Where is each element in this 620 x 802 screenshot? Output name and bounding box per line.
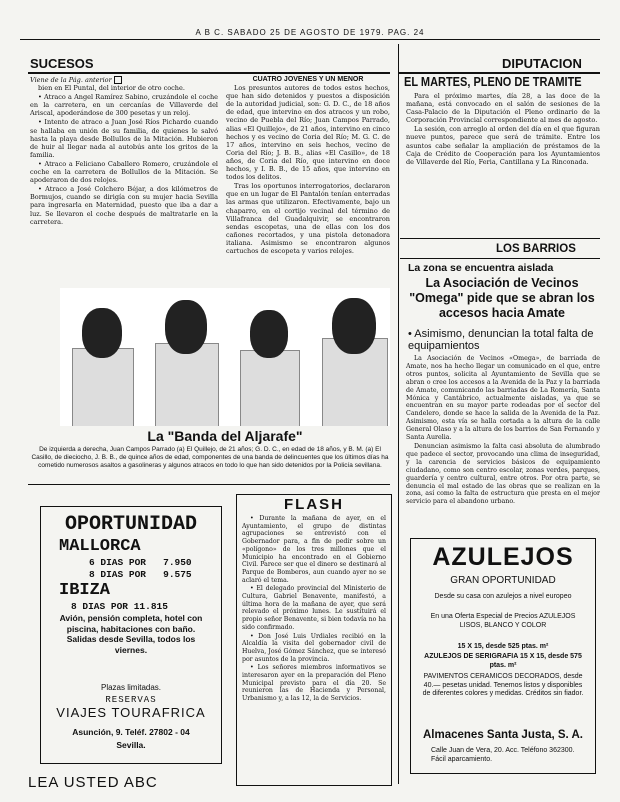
page-header: A B C. SABADO 25 DE AGOSTO DE 1979. PAG. 24 — [195, 28, 425, 37]
kicker: Viene de la Pág. anterior — [30, 76, 218, 84]
divider — [28, 484, 390, 485]
ad-line: 15 X 15, desde 525 ptas. m² — [457, 643, 549, 650]
ad-price: 6 DIAS POR 7.950 — [89, 557, 192, 568]
ad-brand: Almacenes Santa Justa, S. A. — [422, 729, 583, 741]
sucesos-body — [30, 76, 218, 227]
diputacion-body — [406, 92, 600, 167]
flash-item: • El delegado provincial del Ministerio de Cultura, Gabriel Benavente, manifestó, a última hora de la mañana de ayer, que será relevado el próximo lunes. Le sustituirá el propio señor Benavente, si bien todavía no ha sido confirmado. — [242, 585, 386, 631]
ad-intro: Desde su casa con azulejos a nivel europeo — [434, 593, 572, 600]
band-photo — [60, 288, 390, 426]
paragraph: Para el próximo martes, día 28, a las doce de la mañana, está convocado en el salón de sesiones de la Casa-Palacio de la Diputación el Pleno ordinario de la Corporación Provincial correspondiente al mes de agosto. — [406, 92, 600, 125]
cuatro-jovenes — [226, 76, 390, 256]
divider — [400, 238, 600, 239]
ad-reservas: RESERVAS — [105, 695, 157, 705]
ad-brand: VIAJES TOURAFRICA — [56, 705, 206, 720]
paragraph: bien en El Puntal, del interior de otro coche. — [38, 84, 185, 93]
flash-title: FLASH — [284, 496, 344, 513]
header-rule — [20, 39, 600, 40]
paragraph: • Atraco a Feliciano Caballero Romero, cruzándole el coche en la carretera de Bollullos de la Mitación. Se apoderaron de dos relojes. — [30, 159, 218, 185]
ad-dest-mallorca: MALLORCA — [59, 537, 141, 556]
ad-sub: GRAN OPORTUNIDAD — [450, 575, 556, 586]
divider — [400, 258, 600, 259]
ad-price: 8 DIAS POR 11.815 — [71, 601, 168, 612]
section-sucesos: SUCESOS — [30, 56, 94, 71]
column-rule — [398, 44, 399, 784]
photo-caption: De izquierda a derecha, Juan Campos Parrado (a) El Quillejo, de 21 años; G. D. C., en edad de 18 años, y B. M. (a) El Casillo, de dieciocho, J. B. B., de quince años de edad, componentes de una banda de delincuentes que los últimos días ha cometido numerosos asaltos a gasolineras y algunos atracos en todo lo que han sido detenidos por la Policía sevillana. — [31, 446, 389, 470]
tiles-ad — [410, 538, 596, 774]
paragraph: Tras los oportunos interrogatorios, declararon que en un lugar de El Pantalón tenían enterradas las armas que utilizaron. Efectivamente, bajo un chaparro, en el cortijo vecinal del término de Villafranca del Guadalquivir, se encontraron sendas escopetas, una de ellas con los dos cañones recortados, y una pistola detonadora italiana. Asimismo se encontraron algunos cartuchos de escopeta y varios relojes. — [226, 182, 390, 255]
flash-item: • Durante la mañana de ayer, en el Ayuntamiento, el grupo de distintas agrupaciones se entrevistó con el Gobernador para, a fin de pedir sobre un «polígono» de los tres millones que el Municipio ha encontrado en el Gobierno Civil. Parece ser que el dinero se destinará al Parque de Bomberos, aun cuando ayer no se aclaró el tema. — [242, 515, 386, 584]
ad-address: Calle Juan de Vera, 20. Acc. Teléfono 362300. Fácil aparcamiento. — [431, 747, 575, 763]
section-rule — [28, 72, 390, 74]
paragraph: Denuncian asimismo la falta casi absoluta de alumbrado que padece el sector, provocando una clima de inseguridad, y la carencia de servicios básicos de equipamiento ciudadano, como son centro escolar, zonas verdes, parques, guardería y centro cultural, entre otros. Por otra parte, se denuncia el mal estado de las obras que se realizan en la zona, así como la falta de estructura que presta en el mejor servicio para el abandono urbano. — [406, 442, 600, 506]
flash-item: • Los señores miembros informativos se interesaron ayer en la preparación del Pleno Municipal previsto para el día 20. Se reunieron las de Hacienda y Personal, Urbanismo y, a las 12, la de Servicios. — [242, 664, 386, 703]
ad-address: Asunción, 9. Teléf. 27802 - 04 — [72, 727, 190, 737]
section-barrios: LOS BARRIOS — [496, 243, 576, 255]
flash-body — [237, 513, 391, 706]
ad-price: 8 DIAS POR 9.575 — [89, 569, 192, 580]
ad-dest-ibiza: IBIZA — [59, 581, 111, 600]
diputacion-headline: EL MARTES, PLENO DE TRAMITE — [404, 75, 582, 89]
travel-ad — [40, 506, 222, 764]
ad-city: Sevilla. — [116, 740, 146, 750]
ad-title: AZULEJOS — [432, 543, 574, 571]
flash-item: • Don José Luis Urdiales recibió en la Alcaldía la visita del gobernador civil de Huelva, José Gómez Sánchez, que se interesó por asuntos de la provincia. — [242, 632, 386, 663]
ad-details: Avión, pensión completa, hotel con piscina, habitaciones con baño. Salidas desde Sevilla, todos los viernes. — [59, 613, 203, 655]
ad-title: OPORTUNIDAD — [64, 513, 198, 536]
lea-abc: LEA USTED ABC — [28, 774, 158, 791]
paragraph: • Intento de atraco a Juan José Ríos Pichardo cuando se hallaba en unión de su familia, de quienes le salvó hasta la playa desde Bollullos de la Mitación. Hubieron de huir al llegar nada al autobús ante los gritos de la familia. — [30, 118, 218, 159]
ad-line: AZULEJOS DE SERIGRAFIA 15 X 15, desde 575 ptas. m² — [424, 653, 582, 669]
paragraph: La sesión, con arreglo al orden del día en el que figuran nueve puntos, parece que será de trámite. Entre los asuntos cabe señalar la ampliación de préstamos de la Caja de Crédito de Cooperación para los Ayuntamientos de Villaverde del Río, Feria, Cantillana y La Rinconada. — [406, 125, 600, 166]
barrios-sub: • Asimismo, denuncian la total falta de equipamientos — [408, 328, 594, 352]
section-rule — [398, 72, 600, 74]
ad-plazas: Plazas limitadas. — [100, 683, 162, 692]
section-diputacion: DIPUTACION — [502, 56, 582, 71]
cuatro-title: CUATRO JOVENES Y UN MENOR — [252, 76, 364, 83]
paragraph: • Atraco a Angel Ramírez Sabino, cruzándole el coche en la carretera, en un cercanías de Villaverde del Ariscal, apoderándose de 300 pesetas y un reloj. — [30, 93, 218, 118]
photo-title: La "Banda del Aljarafe" — [147, 428, 303, 444]
barrios-body — [406, 355, 600, 507]
paragraph: • Atraco a José Colchero Béjar, a dos kilómetros de Bormujos, cuando se dirigía con su mujer hacia Sevilla para ingresarla en Maternidad, puesto que iba a dar a luz. Se llevaron el coche después de maltratarle en la carretera. — [30, 185, 218, 226]
barrios-kicker: La zona se encuentra aislada — [408, 262, 554, 274]
barrios-headline: La Asociación de Vecinos "Omega" pide que se abran los accesos hacia Amate — [409, 276, 595, 320]
ad-offer: En una Oferta Especial de Precios AZULEJOS LISOS, BLANCO Y COLOR — [430, 613, 576, 629]
flash-box — [236, 494, 392, 786]
ad-line: PAVIMENTOS CERAMICOS DECORADOS, desde 40.— pesetas unidad. Tenemos listos y disponibles de diferentes colores y medidas. Créditos sin fiador. — [422, 673, 584, 697]
paragraph: Los presuntos autores de todos estos hechos, que han sido detenidos y puestos a disposición de la autoridad judicial, son: G. D. C., de 18 años de edad, que intervino en dos atracos y un robo, vecino de Puebla del Río; Juan Campos Parrado, alias «El Quillejo», de 21 años, intervino en cinco hechos y es vecino de Coria del Río; M. G. C. de 17 años, intervino en seis hechos, vecino de Coria del Río; J. B. B., alias «El Casillo», de 18 años, de Coria del Río, que intervino en doce hechos, y I. B. B., de 15 años, que intervino en todos los delitos. — [226, 84, 390, 182]
paragraph: La Asociación de Vecinos «Omega», de barriada de Amate, nos ha hecho llegar un comunicado en el que, entre otros puntos, solicita al Ayuntamiento de Sevilla que se abran o cree los accesos a la Avenida de la Paz y la barriada de Amate, comunicando las barriadas de La Romería, Santa Mónica y Cantábrico, actualmente aisladas, ya que se encuentran en su mayor parte rodeadas por el sector del Candelero, donde se hace la salida de la Avenida de la Paz. Asimismo, esta vía se halla cortada a la altura de la calle General Olaso y a la altura de los barrios de San Fernando y Santa Aurelia. — [406, 355, 600, 442]
